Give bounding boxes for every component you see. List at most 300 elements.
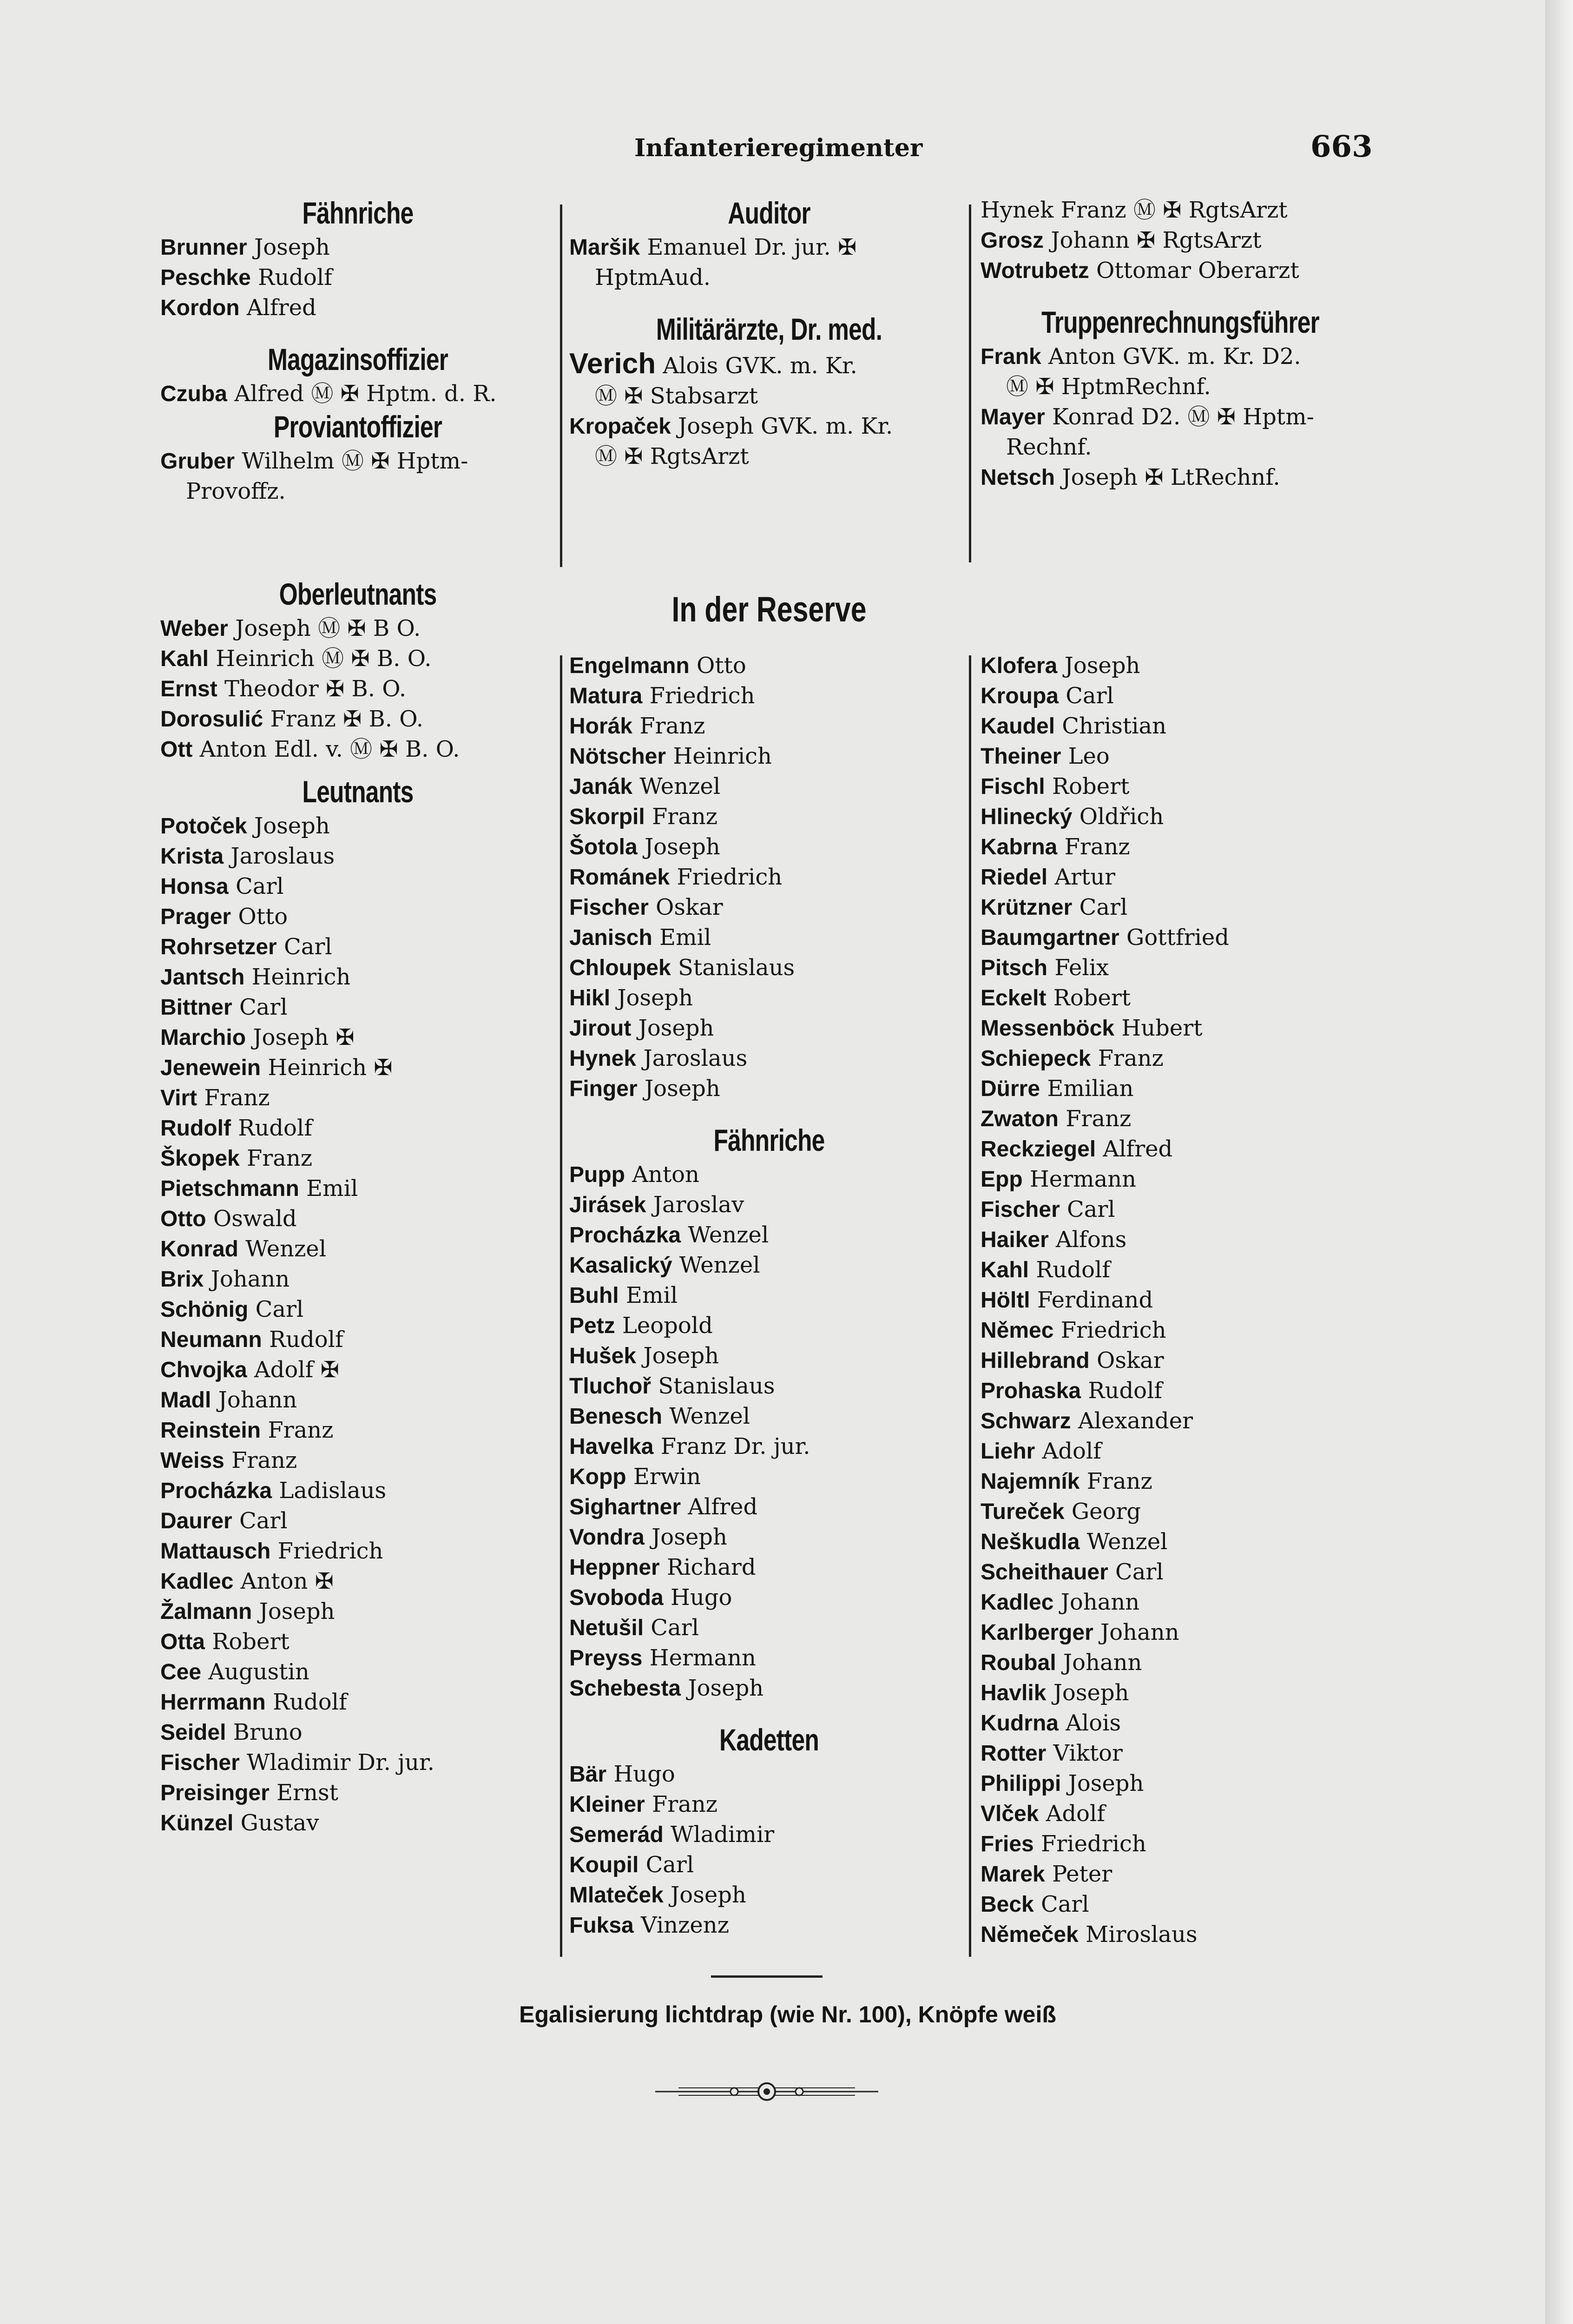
entry-detail: Franz — [1064, 834, 1130, 860]
entry-line — [569, 1492, 969, 1522]
surname: Matura — [569, 684, 643, 708]
entry-detail: Emil — [306, 1175, 358, 1202]
entry-detail: Anton GVK. m. Kr. D2. — [1048, 343, 1301, 370]
entry-line — [569, 442, 969, 472]
entry-detail: Jaroslav — [653, 1192, 744, 1218]
entry-detail: Carl — [239, 1508, 288, 1534]
entry-line — [981, 1376, 1380, 1406]
surname: Herrmann — [160, 1690, 266, 1715]
surname: Kroupa — [981, 684, 1059, 708]
entry-detail: Ferdinand — [1037, 1287, 1153, 1313]
surname: Gruber — [160, 449, 235, 474]
entry-line — [160, 704, 555, 734]
entry-detail: Joseph — [643, 1343, 719, 1369]
entry-detail: Rudolf — [258, 264, 332, 290]
section-heading-magazinsoffizier: Magazinsoffizier — [268, 342, 448, 376]
entry-line — [569, 1583, 969, 1613]
section-heading-auditor: Auditor — [728, 196, 810, 230]
surname: Epp — [981, 1167, 1023, 1192]
entry-detail: Wladimir — [671, 1822, 775, 1848]
surname: Jenewein — [160, 1056, 261, 1080]
entry-detail: Friedrich — [677, 864, 783, 890]
surname: Kasalický — [569, 1253, 672, 1278]
surname: Pupp — [569, 1162, 625, 1187]
entry-line — [981, 1043, 1380, 1074]
entry-detail: Wilhelm Ⓜ ✠ Hptm- — [242, 448, 468, 474]
entry-line — [981, 1436, 1380, 1466]
surname: Ott — [160, 737, 193, 762]
entry-detail: Carl — [1041, 1891, 1089, 1917]
entry-detail: Carl — [255, 1296, 304, 1322]
entry-line — [160, 1476, 555, 1506]
surname: Riedel — [981, 865, 1048, 890]
surname: Havlik — [981, 1681, 1046, 1705]
entry-detail: Otto — [238, 904, 288, 930]
entry-detail: Johann — [1060, 1589, 1140, 1615]
entry-line — [569, 1281, 969, 1311]
entry-line — [569, 381, 969, 411]
column-2-bottom — [569, 651, 969, 1941]
entry-line — [569, 1643, 969, 1673]
surname: Vlček — [981, 1802, 1039, 1826]
entry-detail: Emil — [625, 1282, 678, 1308]
surname: Preyss — [569, 1646, 643, 1670]
entry-detail: Johann — [211, 1266, 290, 1292]
entry-line — [569, 772, 969, 802]
entry-detail: Johann — [1063, 1650, 1142, 1676]
entry-line — [569, 1880, 969, 1910]
surname: Fischer — [160, 1750, 240, 1775]
entry-detail: Augustin — [208, 1659, 309, 1685]
entry-line — [160, 1325, 555, 1355]
surname: Nötscher — [569, 744, 666, 769]
entry-detail: Alexander — [1078, 1408, 1193, 1434]
entry-detail: Felix — [1054, 955, 1109, 981]
entry-detail: Rudolf — [1036, 1257, 1111, 1283]
surname: Havelka — [569, 1434, 654, 1459]
entry-line — [981, 1889, 1380, 1920]
entry-line — [160, 1083, 555, 1113]
surname: Krista — [160, 844, 224, 869]
entry-detail: Franz — [204, 1085, 270, 1111]
entry-detail: Franz Dr. jur. — [660, 1433, 810, 1459]
entry-detail: Oskar — [656, 894, 723, 920]
entry-detail: Anton Edl. v. Ⓜ ✠ B. O. — [199, 736, 460, 762]
entry-line — [569, 1371, 969, 1401]
entry-detail: Joseph — [259, 1598, 335, 1624]
entry-detail: Bruno — [233, 1719, 303, 1745]
entry-line — [160, 811, 555, 841]
entry-line — [981, 832, 1380, 862]
entry-line — [569, 741, 969, 772]
surname: Klofera — [981, 654, 1058, 678]
entry-line — [160, 1717, 555, 1748]
entry-detail: Anton — [632, 1162, 699, 1188]
entry-line — [981, 862, 1380, 892]
surname: Netsch — [981, 465, 1055, 490]
column-divider — [560, 205, 562, 567]
entry-detail: Franz — [1066, 1106, 1132, 1132]
entry-line — [981, 402, 1380, 432]
surname: Scheithauer — [981, 1560, 1108, 1585]
entry-line — [160, 1778, 555, 1808]
entry-line — [160, 446, 555, 476]
entry-line — [160, 1808, 555, 1838]
surname: Wotrubetz — [981, 258, 1089, 283]
surname: Skorpil — [569, 805, 645, 829]
ornament-divider — [651, 2078, 883, 2106]
entry-detail: Rudolf — [273, 1689, 347, 1715]
surname: Buhl — [569, 1283, 619, 1308]
entry-line — [569, 1160, 969, 1190]
surname: Schebesta — [569, 1676, 681, 1701]
entry-line — [981, 651, 1380, 681]
surname: Konrad — [160, 1237, 238, 1261]
surname: Dorosulić — [160, 707, 263, 732]
surname: Brix — [160, 1267, 204, 1292]
surname: Madl — [160, 1388, 211, 1413]
entry-line — [981, 681, 1380, 711]
surname: Prohaska — [981, 1379, 1081, 1403]
entry-line — [569, 802, 969, 832]
entry-line — [569, 349, 969, 381]
entry-detail: Artur — [1054, 864, 1116, 890]
entry-detail: Konrad D2. Ⓜ ✠ Hptm- — [1052, 404, 1314, 430]
surname: Kahl — [160, 647, 209, 671]
entry-line — [160, 379, 555, 409]
entry-line — [160, 1264, 555, 1294]
surname: Horák — [569, 714, 633, 739]
entry-detail: Alfred Ⓜ ✠ Hptm. d. R. — [234, 381, 497, 407]
entry-detail: Wenzel — [669, 1403, 750, 1429]
entry-line — [569, 1401, 969, 1432]
entry-detail: Joseph ✠ LtRechnf. — [1062, 464, 1280, 490]
surname: Liehr — [981, 1439, 1035, 1464]
entry-detail: Leopold — [622, 1313, 713, 1339]
column-3-bottom — [981, 651, 1380, 1950]
entry-detail: Adolf — [1046, 1801, 1106, 1827]
surname: Peschke — [160, 265, 251, 290]
entry-detail: Carl — [284, 934, 332, 960]
entry-detail: Heinrich — [251, 964, 351, 990]
entry-line — [569, 651, 969, 681]
entry-line — [981, 1315, 1380, 1346]
surname: Chvojka — [160, 1358, 247, 1382]
surname: Najemník — [981, 1469, 1080, 1494]
entry-line — [160, 614, 555, 644]
entry-detail: Rechnf. — [1006, 434, 1092, 460]
surname: Haiker — [981, 1228, 1049, 1252]
entry-detail: Joseph — [688, 1675, 764, 1701]
surname: Netušil — [569, 1616, 644, 1640]
entry-detail: Jaroslaus — [230, 843, 335, 869]
entry-line — [981, 342, 1380, 372]
surname: Cee — [160, 1660, 202, 1684]
entry-line — [160, 1113, 555, 1143]
entry-detail: Franz — [247, 1145, 313, 1171]
surname: Neškudla — [981, 1530, 1080, 1554]
surname: Messenböck — [981, 1016, 1115, 1041]
entry-detail: Rudolf — [1088, 1378, 1163, 1404]
entry-line — [569, 1013, 969, 1043]
surname: Schwarz — [981, 1409, 1071, 1433]
surname: Janisch — [569, 925, 652, 950]
entry-detail: Emanuel Dr. jur. ✠ — [647, 234, 857, 260]
entry-line — [160, 1143, 555, 1174]
surname: Krützner — [981, 895, 1073, 920]
surname: Höltl — [981, 1288, 1030, 1313]
surname: Engelmann — [569, 654, 690, 678]
surname: Janák — [569, 774, 633, 799]
entry-detail: Robert — [212, 1629, 290, 1655]
entry-detail: Hermann — [649, 1645, 756, 1671]
entry-detail: Johann ✠ RgtsArzt — [1051, 227, 1262, 253]
surname: Weiss — [160, 1448, 224, 1473]
entry-detail: Carl — [645, 1852, 694, 1878]
entry-line — [981, 1648, 1380, 1678]
entry-line — [569, 1432, 969, 1462]
entry-line — [160, 476, 555, 507]
entry-line — [160, 962, 555, 992]
entry-line — [569, 892, 969, 923]
entry-line — [981, 802, 1380, 832]
entry-line — [981, 772, 1380, 802]
entry-line — [569, 1910, 969, 1941]
entry-line — [569, 681, 969, 711]
entry-detail: Jaroslaus — [643, 1045, 748, 1071]
surname: Kleiner — [569, 1792, 645, 1817]
entry-detail: Alfred — [1103, 1136, 1173, 1162]
entry-line — [981, 892, 1380, 923]
entry-detail: Alois GVK. m. Kr. — [663, 353, 857, 379]
entry-detail: Ⓜ ✠ Stabsarzt — [595, 383, 758, 409]
entry-line — [981, 1527, 1380, 1557]
running-head: Infanterieregimenter — [634, 134, 923, 162]
entry-detail: Johann — [1100, 1619, 1179, 1645]
column-1 — [160, 195, 555, 1838]
surname: Beck — [981, 1892, 1034, 1917]
entry-line — [569, 923, 969, 953]
surname: Koupil — [569, 1853, 639, 1877]
entry-detail: Hugo — [670, 1585, 732, 1611]
entry-detail: Adolf ✠ — [254, 1357, 339, 1383]
surname: Vondra — [569, 1525, 645, 1550]
entry-detail: Ⓜ ✠ RgtsArzt — [595, 443, 749, 469]
entry-detail: Joseph — [617, 985, 693, 1011]
surname: Procházka — [160, 1479, 272, 1503]
entry-detail: Oldřich — [1079, 804, 1164, 830]
surname: Fischl — [981, 774, 1045, 799]
surname: Mattausch — [160, 1539, 271, 1564]
surname: Virt — [160, 1086, 197, 1110]
entry-detail: Theodor ✠ B. O. — [224, 676, 407, 702]
surname: Kropaček — [569, 414, 671, 439]
entry-line — [160, 1687, 555, 1717]
entry-detail: Oswald — [213, 1206, 297, 1232]
surname: Chloupek — [569, 956, 671, 980]
entry-detail: Joseph — [671, 1882, 746, 1908]
entry-detail: Stanislaus — [678, 955, 795, 981]
entry-detail: Heinrich Ⓜ ✠ B. O. — [216, 646, 432, 672]
section-heading-fahnriche: Fähnriche — [302, 196, 414, 230]
entry-line — [981, 1285, 1380, 1315]
surname: Marchio — [160, 1025, 246, 1050]
entry-detail: Rudolf — [238, 1115, 313, 1141]
surname: Preisinger — [160, 1781, 270, 1805]
entry-line — [981, 1708, 1380, 1738]
column-divider — [969, 655, 971, 1957]
entry-detail: Wenzel — [1086, 1529, 1168, 1555]
entry-line — [981, 1769, 1380, 1799]
entry-detail: Alois — [1066, 1710, 1121, 1736]
entry-detail: Wenzel — [639, 773, 721, 799]
entry-detail: Miroslaus — [1086, 1921, 1198, 1948]
surname: Rudolf — [160, 1116, 231, 1141]
entry-line — [160, 1748, 555, 1778]
entry-line — [981, 1134, 1380, 1164]
surname: Otto — [160, 1207, 206, 1231]
entry-line — [981, 1799, 1380, 1829]
surname: Svoboda — [569, 1585, 664, 1610]
entry-line — [981, 1466, 1380, 1497]
surname: Finger — [569, 1076, 638, 1101]
entry-detail: Emil — [659, 924, 711, 951]
entry-line — [160, 1385, 555, 1415]
entry-line — [160, 232, 555, 263]
entry-line — [569, 1522, 969, 1552]
surname: Jantsch — [160, 965, 245, 990]
surname: Heppner — [569, 1555, 660, 1580]
surname: Frank — [981, 344, 1041, 369]
entry-detail: Joseph — [1068, 1770, 1144, 1796]
entry-detail: Otto — [696, 653, 746, 679]
entry-detail: Friedrich — [1060, 1317, 1166, 1343]
surname: Mayer — [981, 405, 1045, 429]
entry-line — [160, 1597, 555, 1627]
entry-line — [569, 1074, 969, 1104]
entry-detail: Georg — [1071, 1499, 1141, 1525]
entry-line — [160, 872, 555, 902]
entry-detail: Franz — [268, 1417, 334, 1443]
entry-detail: Joseph — [644, 834, 720, 860]
surname: Mlateček — [569, 1883, 664, 1908]
entry-line — [981, 372, 1380, 402]
surname: Philippi — [981, 1771, 1061, 1796]
entry-line — [160, 263, 555, 293]
entry-detail: Wladimir Dr. jur. — [247, 1750, 434, 1776]
entry-detail: Friedrich — [277, 1538, 383, 1564]
entry-detail: Franz — [639, 713, 705, 739]
entry-detail: HptmAud. — [595, 264, 711, 290]
surname: Pietschmann — [160, 1176, 299, 1201]
entry-detail: Richard — [666, 1554, 756, 1580]
surname: Theiner — [981, 744, 1061, 769]
surname: Bittner — [160, 995, 232, 1020]
surname: Hillebrand — [981, 1348, 1090, 1373]
entry-line — [569, 711, 969, 741]
entry-detail: Joseph Ⓜ ✠ B O. — [235, 615, 421, 641]
entry-line — [981, 1013, 1380, 1043]
entry-line — [981, 432, 1380, 462]
entry-detail: Carl — [1067, 1196, 1115, 1222]
section-heading-leutnants: Leutnants — [302, 774, 414, 809]
surname: Prager — [160, 905, 231, 929]
entry-detail: Franz ✠ B. O. — [270, 706, 424, 732]
entry-detail: Hermann — [1029, 1166, 1137, 1192]
entry-detail: Hynek Franz Ⓜ ✠ RgtsArzt — [981, 197, 1288, 223]
entry-line — [160, 1174, 555, 1204]
entry-line — [160, 674, 555, 704]
entry-line — [160, 992, 555, 1023]
surname: Rotter — [981, 1741, 1046, 1766]
entry-detail: Robert — [1052, 773, 1130, 799]
entry-line — [569, 1552, 969, 1583]
surname: Schiepeck — [981, 1046, 1091, 1071]
entry-detail: Heinrich — [673, 743, 772, 769]
surname: Weber — [160, 616, 228, 641]
entry-detail: Joseph — [644, 1076, 720, 1102]
surname: Reckziegel — [981, 1137, 1096, 1162]
surname: Kadlec — [981, 1590, 1054, 1615]
surname: Tluchoř — [569, 1374, 651, 1399]
surname: Czuba — [160, 382, 227, 406]
surname: Schönig — [160, 1297, 249, 1322]
entry-detail: Franz — [652, 1791, 718, 1817]
surname: Kaudel — [981, 714, 1055, 739]
entry-line — [569, 1311, 969, 1341]
surname: Kadlec — [160, 1569, 234, 1594]
entry-line — [981, 1074, 1380, 1104]
entry-detail: Johann — [218, 1387, 297, 1413]
surname: Karlberger — [981, 1620, 1093, 1645]
surname: Tureček — [981, 1499, 1065, 1524]
entry-line — [981, 1346, 1380, 1376]
entry-line — [981, 1678, 1380, 1708]
surname: Eckelt — [981, 986, 1046, 1010]
entry-detail: Robert — [1053, 985, 1131, 1011]
section-heading-truppenrechnungsfuhrer: Truppenrechnungsführer — [1041, 305, 1319, 339]
entry-line — [569, 1462, 969, 1492]
page-number: 663 — [1310, 129, 1373, 164]
surname: Dürre — [981, 1076, 1040, 1101]
entry-line — [160, 902, 555, 932]
entry-detail: Viktor — [1053, 1740, 1123, 1766]
entry-line — [981, 1255, 1380, 1285]
entry-detail: Wenzel — [245, 1236, 327, 1262]
surname: Grosz — [981, 228, 1044, 253]
entry-line — [160, 932, 555, 962]
surname: Otta — [160, 1630, 205, 1654]
entry-line — [160, 1415, 555, 1446]
entry-detail: Vinzenz — [641, 1912, 729, 1938]
entry-line — [569, 832, 969, 862]
column-divider — [969, 205, 971, 562]
entry-line — [160, 841, 555, 872]
surname: Škopek — [160, 1146, 240, 1171]
section-heading-militararzte-dr-med: Militärärzte, Dr. med. — [656, 312, 882, 346]
entry-line — [569, 953, 969, 983]
surname: Petz — [569, 1314, 615, 1338]
entry-line — [569, 232, 969, 263]
entry-detail: Joseph — [1053, 1680, 1129, 1706]
surname: Daurer — [160, 1509, 232, 1533]
surname: Maršik — [569, 235, 640, 260]
entry-line — [569, 1250, 969, 1281]
entry-line — [981, 1104, 1380, 1134]
entry-detail: Ladislaus — [279, 1478, 387, 1504]
entry-detail: Anton ✠ — [240, 1568, 334, 1594]
column-2-top — [569, 195, 969, 472]
